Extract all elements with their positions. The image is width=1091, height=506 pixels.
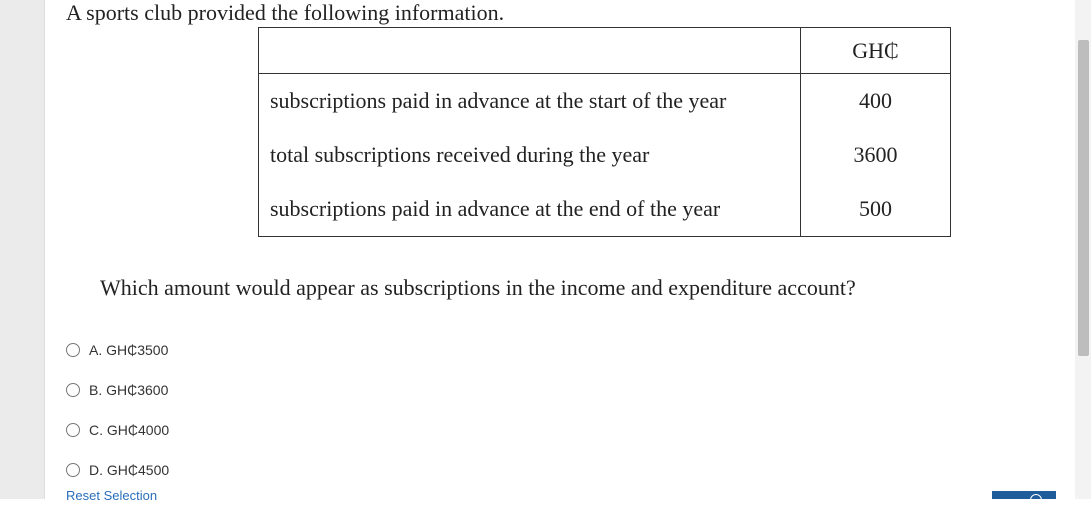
question-intro: A sports club provided the following information. [66,0,505,25]
table-header-row [259,28,951,74]
reset-selection-link[interactable]: Reset Selection [66,488,158,503]
next-button[interactable] [992,491,1056,499]
row-amount: 500 [859,196,892,221]
amount-header-cell: GH₵ [801,28,951,74]
option-a[interactable] [66,330,169,370]
question-text: Which amount would appear as subscriptions in the income and expenditure account? [100,275,856,300]
answer-options [66,330,169,490]
radio-button[interactable] [66,463,80,477]
amounts-cell [801,74,951,237]
row-amount: 400 [859,88,892,113]
radio-button[interactable] [66,383,80,397]
left-margin-panel [0,0,44,499]
option-label: A. GH₵3500 [89,342,169,358]
circle-arrow-icon [1030,494,1042,506]
radio-button[interactable] [66,343,80,357]
option-label: B. GH₵3600 [89,382,169,398]
left-margin-divider [44,0,45,499]
radio-button[interactable] [66,423,80,437]
row-amount: 3600 [853,142,898,167]
option-c[interactable] [66,410,169,450]
row-description: subscriptions paid in advance at the start of the year [270,88,727,113]
option-b[interactable] [66,370,169,410]
option-d[interactable] [66,450,169,490]
info-table [258,27,951,237]
scrollbar-thumb[interactable] [1078,40,1089,356]
option-label: C. GH₵4000 [89,422,170,438]
row-description: total subscriptions received during the year [270,142,650,167]
table-body-row [259,74,951,237]
vertical-scrollbar[interactable] [1075,0,1091,499]
description-header-cell [259,28,801,74]
option-label: D. GH₵4500 [89,462,170,478]
descriptions-cell [259,74,801,237]
row-description: subscriptions paid in advance at the end of the year [270,196,721,221]
